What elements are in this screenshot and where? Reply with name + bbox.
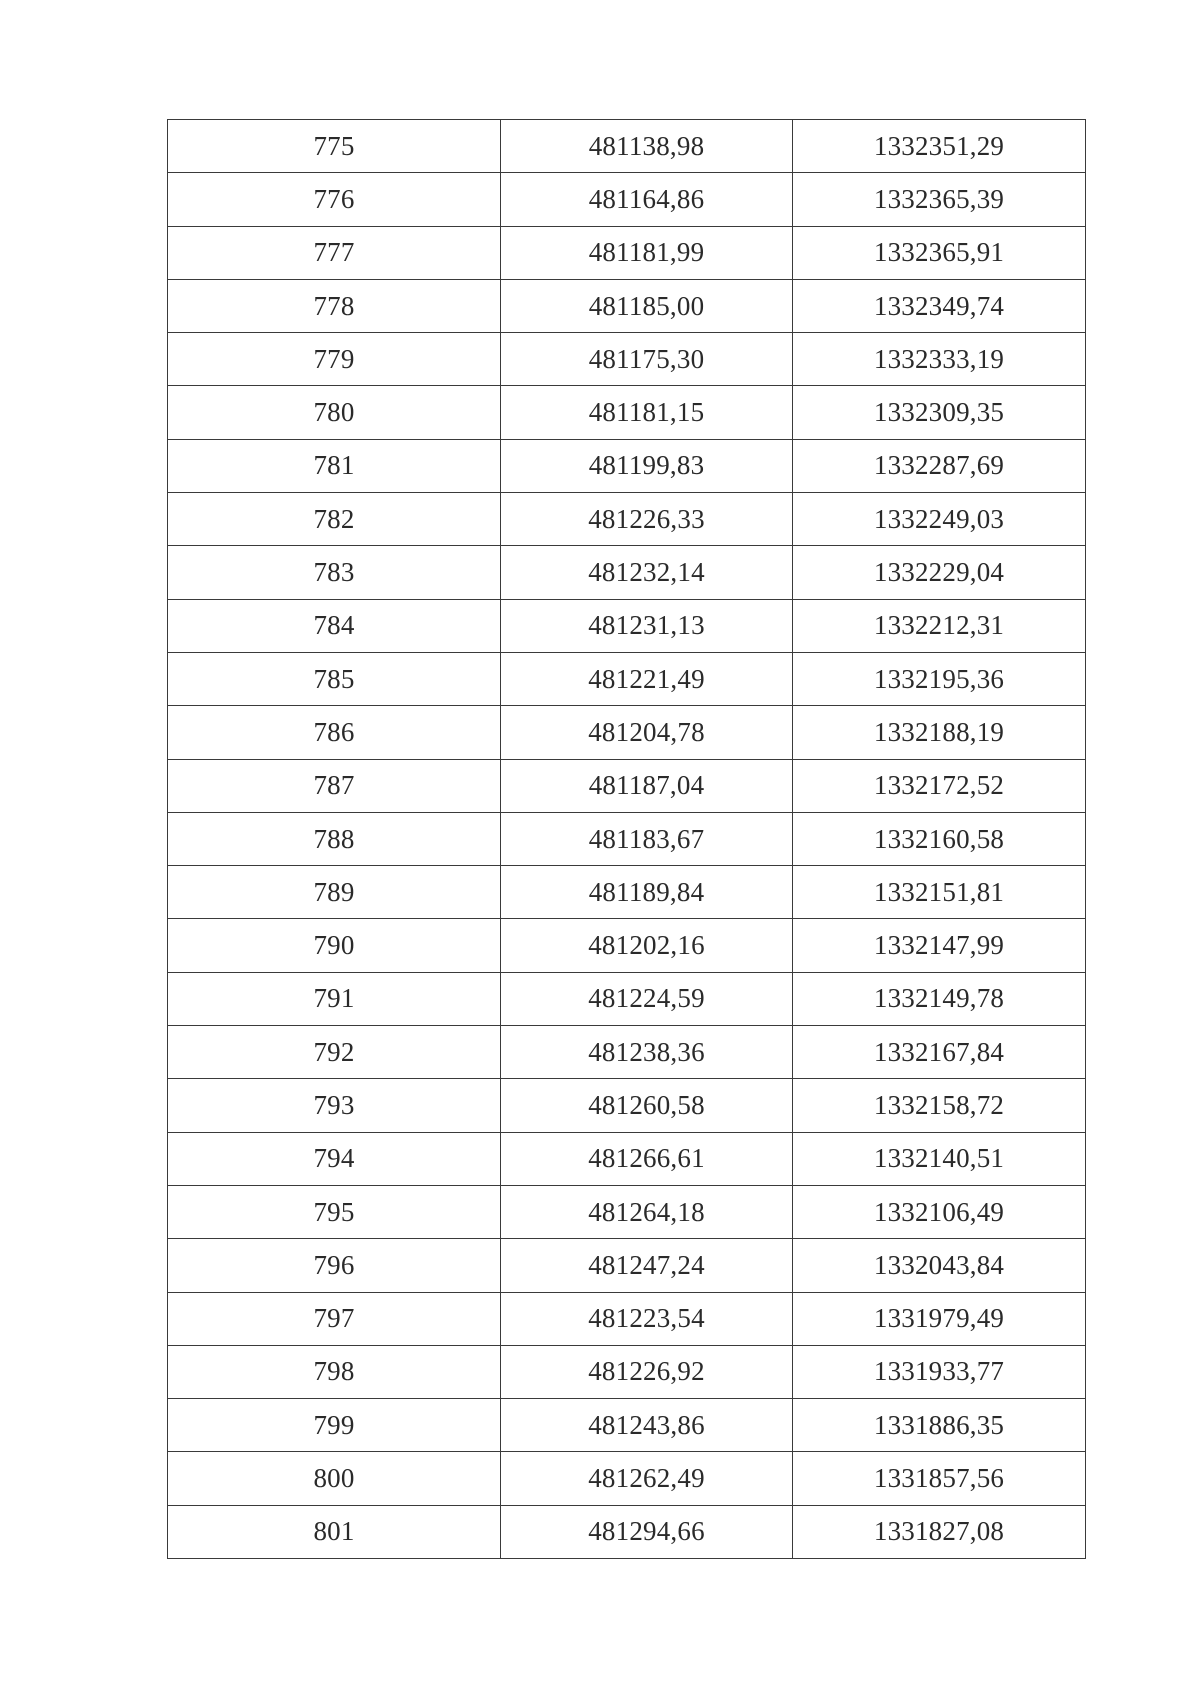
x-coordinate-cell: 481247,24	[501, 1239, 793, 1292]
table-row	[168, 279, 1086, 332]
x-coordinate-cell: 481181,99	[501, 226, 793, 279]
y-coordinate-cell: 1332365,91	[793, 226, 1086, 279]
y-coordinate-cell: 1332188,19	[793, 706, 1086, 759]
point-number-cell: 790	[168, 919, 501, 972]
x-coordinate-cell: 481183,67	[501, 812, 793, 865]
table-row	[168, 1345, 1086, 1398]
y-coordinate-cell: 1331886,35	[793, 1399, 1086, 1452]
y-coordinate-cell: 1332167,84	[793, 1026, 1086, 1079]
y-coordinate-cell: 1331933,77	[793, 1345, 1086, 1398]
x-coordinate-cell: 481243,86	[501, 1399, 793, 1452]
x-coordinate-cell: 481175,30	[501, 333, 793, 386]
table-row	[168, 493, 1086, 546]
table-row	[168, 1026, 1086, 1079]
y-coordinate-cell: 1332106,49	[793, 1185, 1086, 1238]
table-row	[168, 919, 1086, 972]
y-coordinate-cell: 1331979,49	[793, 1292, 1086, 1345]
table-row	[168, 226, 1086, 279]
point-number-cell: 784	[168, 599, 501, 652]
y-coordinate-cell: 1332333,19	[793, 333, 1086, 386]
y-coordinate-cell: 1331857,56	[793, 1452, 1086, 1505]
point-number-cell: 798	[168, 1345, 501, 1398]
x-coordinate-cell: 481189,84	[501, 866, 793, 919]
x-coordinate-cell: 481199,83	[501, 439, 793, 492]
x-coordinate-cell: 481238,36	[501, 1026, 793, 1079]
x-coordinate-cell: 481204,78	[501, 706, 793, 759]
y-coordinate-cell: 1332212,31	[793, 599, 1086, 652]
point-number-cell: 793	[168, 1079, 501, 1132]
table-row	[168, 1185, 1086, 1238]
y-coordinate-cell: 1331827,08	[793, 1505, 1086, 1558]
x-coordinate-cell: 481232,14	[501, 546, 793, 599]
point-number-cell: 787	[168, 759, 501, 812]
coordinates-table-body	[168, 120, 1086, 1559]
point-number-cell: 800	[168, 1452, 501, 1505]
point-number-cell: 783	[168, 546, 501, 599]
x-coordinate-cell: 481231,13	[501, 599, 793, 652]
y-coordinate-cell: 1332287,69	[793, 439, 1086, 492]
y-coordinate-cell: 1332249,03	[793, 493, 1086, 546]
y-coordinate-cell: 1332158,72	[793, 1079, 1086, 1132]
table-row	[168, 972, 1086, 1025]
y-coordinate-cell: 1332149,78	[793, 972, 1086, 1025]
table-row	[168, 1292, 1086, 1345]
y-coordinate-cell: 1332365,39	[793, 173, 1086, 226]
table-row	[168, 652, 1086, 705]
x-coordinate-cell: 481221,49	[501, 652, 793, 705]
x-coordinate-cell: 481185,00	[501, 279, 793, 332]
point-number-cell: 781	[168, 439, 501, 492]
table-row	[168, 120, 1086, 173]
point-number-cell: 789	[168, 866, 501, 919]
y-coordinate-cell: 1332229,04	[793, 546, 1086, 599]
x-coordinate-cell: 481262,49	[501, 1452, 793, 1505]
point-number-cell: 782	[168, 493, 501, 546]
point-number-cell: 794	[168, 1132, 501, 1185]
x-coordinate-cell: 481138,98	[501, 120, 793, 173]
x-coordinate-cell: 481181,15	[501, 386, 793, 439]
table-row	[168, 759, 1086, 812]
point-number-cell: 778	[168, 279, 501, 332]
point-number-cell: 797	[168, 1292, 501, 1345]
point-number-cell: 777	[168, 226, 501, 279]
table-row	[168, 812, 1086, 865]
x-coordinate-cell: 481224,59	[501, 972, 793, 1025]
x-coordinate-cell: 481294,66	[501, 1505, 793, 1558]
table-row	[168, 599, 1086, 652]
table-row	[168, 1239, 1086, 1292]
y-coordinate-cell: 1332160,58	[793, 812, 1086, 865]
x-coordinate-cell: 481260,58	[501, 1079, 793, 1132]
point-number-cell: 801	[168, 1505, 501, 1558]
table-row	[168, 546, 1086, 599]
x-coordinate-cell: 481164,86	[501, 173, 793, 226]
x-coordinate-cell: 481226,92	[501, 1345, 793, 1398]
point-number-cell: 785	[168, 652, 501, 705]
table-row	[168, 866, 1086, 919]
x-coordinate-cell: 481266,61	[501, 1132, 793, 1185]
x-coordinate-cell: 481202,16	[501, 919, 793, 972]
y-coordinate-cell: 1332147,99	[793, 919, 1086, 972]
x-coordinate-cell: 481264,18	[501, 1185, 793, 1238]
x-coordinate-cell: 481226,33	[501, 493, 793, 546]
table-row	[168, 1505, 1086, 1558]
point-number-cell: 776	[168, 173, 501, 226]
table-row	[168, 439, 1086, 492]
y-coordinate-cell: 1332309,35	[793, 386, 1086, 439]
point-number-cell: 788	[168, 812, 501, 865]
table-row	[168, 1452, 1086, 1505]
point-number-cell: 799	[168, 1399, 501, 1452]
coordinates-table	[167, 119, 1086, 1559]
point-number-cell: 791	[168, 972, 501, 1025]
y-coordinate-cell: 1332043,84	[793, 1239, 1086, 1292]
y-coordinate-cell: 1332351,29	[793, 120, 1086, 173]
point-number-cell: 795	[168, 1185, 501, 1238]
point-number-cell: 792	[168, 1026, 501, 1079]
point-number-cell: 775	[168, 120, 501, 173]
table-row	[168, 386, 1086, 439]
table-row	[168, 173, 1086, 226]
x-coordinate-cell: 481223,54	[501, 1292, 793, 1345]
point-number-cell: 780	[168, 386, 501, 439]
table-row	[168, 1132, 1086, 1185]
y-coordinate-cell: 1332140,51	[793, 1132, 1086, 1185]
table-row	[168, 1399, 1086, 1452]
y-coordinate-cell: 1332172,52	[793, 759, 1086, 812]
y-coordinate-cell: 1332349,74	[793, 279, 1086, 332]
table-row	[168, 333, 1086, 386]
y-coordinate-cell: 1332151,81	[793, 866, 1086, 919]
table-row	[168, 1079, 1086, 1132]
table-row	[168, 706, 1086, 759]
y-coordinate-cell: 1332195,36	[793, 652, 1086, 705]
point-number-cell: 796	[168, 1239, 501, 1292]
point-number-cell: 786	[168, 706, 501, 759]
point-number-cell: 779	[168, 333, 501, 386]
x-coordinate-cell: 481187,04	[501, 759, 793, 812]
